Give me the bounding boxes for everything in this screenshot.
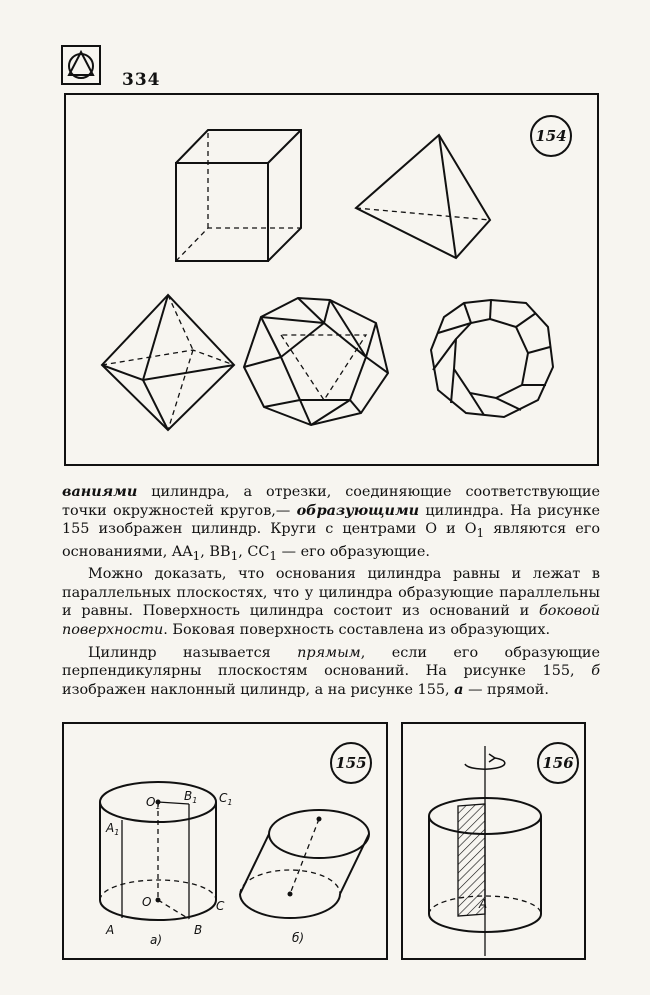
dodecahedron-shape: [431, 300, 553, 417]
figure-number-155: 155: [330, 742, 372, 784]
paragraph-1: ваниями цилиндра, а отрезки, соединяющие соответствующие точки окружностей кругов,— образующими цилиндра. На рисунке 155 изображен цилиндр. Круги с центрами O и $O_1$ являются его основаниями, $AA_1$, $BB_1$, $CC_1$ — его образующие.: [62, 483, 600, 563]
cube-shape: [176, 130, 301, 261]
label-sub-a: a): [150, 933, 163, 947]
cylinders-drawing: [64, 724, 390, 962]
triangle-circle-icon: [63, 47, 103, 87]
rotation-cylinder-drawing: [403, 724, 588, 962]
oblique-cylinder: [240, 810, 369, 918]
figure-154-polyhedra: [64, 93, 599, 466]
label-c: C: [216, 899, 225, 913]
paragraph-3: Цилиндр называется прямым, если его образующие перпендикулярны плоскостям оснований. На рисунке 155, б изображен наклонный цилиндр, а на рисунке 155, а — прямой.: [62, 644, 600, 698]
body-text: [62, 483, 600, 699]
label-a1: $A_1$: [106, 821, 120, 837]
polyhedra-drawing: [66, 95, 601, 468]
label-b: B: [194, 923, 203, 937]
figure-156-rotation: [401, 722, 586, 960]
label-a: A: [106, 923, 115, 937]
label-a-156: A: [479, 897, 488, 911]
tetrahedron-shape: [356, 135, 490, 258]
label-sub-b: б): [292, 931, 305, 945]
figure-number-154: 154: [530, 115, 572, 157]
figure-number-156: 156: [537, 742, 579, 784]
label-c1: $C_1$: [219, 791, 233, 807]
octahedron-shape: [102, 295, 234, 430]
label-o: O: [142, 895, 152, 909]
book-logo: [61, 45, 101, 85]
label-o1: $O_1$: [146, 795, 161, 811]
paragraph-2: Можно доказать, что основания цилиндра равны и лежат в параллельных плоскостях, что у цилиндра образующие параллельны и равны. Поверхность цилиндра состоит из оснований и боковой поверхности. Боковая поверхность составлена из образующих.: [62, 566, 600, 638]
icosahedron-shape: [244, 298, 388, 425]
page-number: 334: [122, 70, 161, 90]
figure-155-cylinders: [62, 722, 388, 960]
label-b1: $B_1$: [184, 789, 198, 805]
